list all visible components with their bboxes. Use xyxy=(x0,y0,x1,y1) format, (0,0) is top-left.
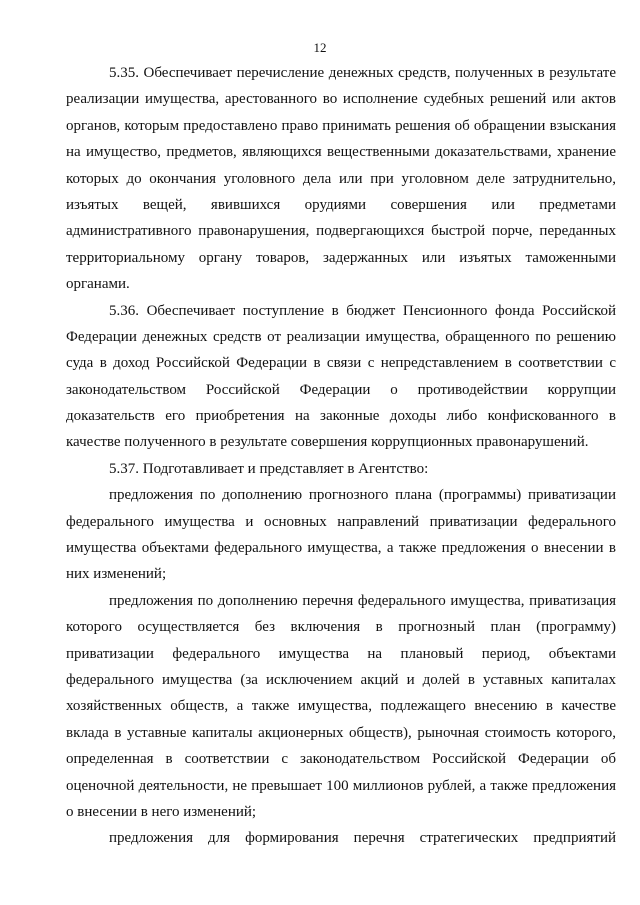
text-line: которых до окончания уголовного дела или при уголовном деле затруднительно, xyxy=(66,170,616,187)
text-line: предложения по дополнению прогнозного плана (программы) приватизации xyxy=(109,487,616,504)
text-line: приватизации федерального имущества на плановый период, объектами xyxy=(66,645,616,662)
text-line: вклада в уставные капиталы акционерных обществ), рыночная стоимость которого, xyxy=(66,724,616,741)
paragraph-p537a xyxy=(66,482,616,588)
text-line: реализации имущества, арестованного во исполнение судебных решений или актов xyxy=(66,91,616,108)
text-line: доказательств его приобретения на законные доходы либо конфискованного в xyxy=(66,408,616,425)
text-line: 5.37. Подготавливает и представляет в Агентство: xyxy=(109,460,429,477)
text-line: суда в доход Российской Федерации в связи с непредставлением в соответствии с xyxy=(66,355,616,372)
paragraph-p535 xyxy=(66,60,616,298)
text-line: имущества объектами федерального имущества, а также предложения о внесении в xyxy=(66,540,616,557)
text-line: оценочной деятельности, не превышает 100 миллионов рублей, а также предложения xyxy=(66,777,616,794)
text-line: которого осуществляется без включения в прогнозный план (программу) xyxy=(66,619,616,636)
text-line: предложения для формирования перечня стратегических предприятий xyxy=(109,830,616,847)
text-line: органами. xyxy=(66,276,130,293)
paragraph-p536 xyxy=(66,298,616,456)
text-line: них изменений; xyxy=(66,566,167,583)
page-number: 12 xyxy=(313,40,327,55)
text-line: территориальному органу товаров, задержанных или изъятых таможенными xyxy=(66,249,616,266)
text-line: федерального имущества (за исключением акций и долей в уставных капиталах xyxy=(66,671,616,688)
text-line: определенная в соответствии с законодательством Российской Федерации об xyxy=(66,751,616,768)
text-line: административного правонарушения, подвергающихся быстрой порче, переданных xyxy=(66,223,616,240)
document-body xyxy=(66,60,616,852)
text-line: федерального имущества и основных направлений приватизации федерального xyxy=(66,513,616,530)
paragraph-p537c xyxy=(66,825,616,851)
text-line: законодательством Российской Федерации о противодействии коррупции xyxy=(66,381,616,398)
text-line: 5.35. Обеспечивает перечисление денежных средств, полученных в результате xyxy=(109,65,616,81)
text-line: 5.36. Обеспечивает поступление в бюджет Пенсионного фонда Российской xyxy=(109,302,616,319)
text-line: органов, которым предоставлено право принимать решения об обращении взыскания xyxy=(66,117,616,134)
text-line: Федерации денежных средств от реализации имущества, обращенного по решению xyxy=(66,328,616,345)
paragraph-p537 xyxy=(66,456,616,482)
text-line: о внесении в него изменений; xyxy=(66,803,257,820)
text-line: хозяйственных обществ, а также имущества, подлежащего внесению в качестве xyxy=(66,698,616,715)
text-line: на имущество, предметов, являющихся вещественными доказательствами, хранение xyxy=(66,144,616,161)
text-line: предложения по дополнению перечня федерального имущества, приватизация xyxy=(109,592,616,609)
text-line: изъятых вещей, явившихся орудиями совершения или предметами xyxy=(66,196,616,213)
paragraph-p537b xyxy=(66,588,616,826)
text-line: качестве полученного в результате совершения коррупционных правонарушений. xyxy=(66,434,589,451)
